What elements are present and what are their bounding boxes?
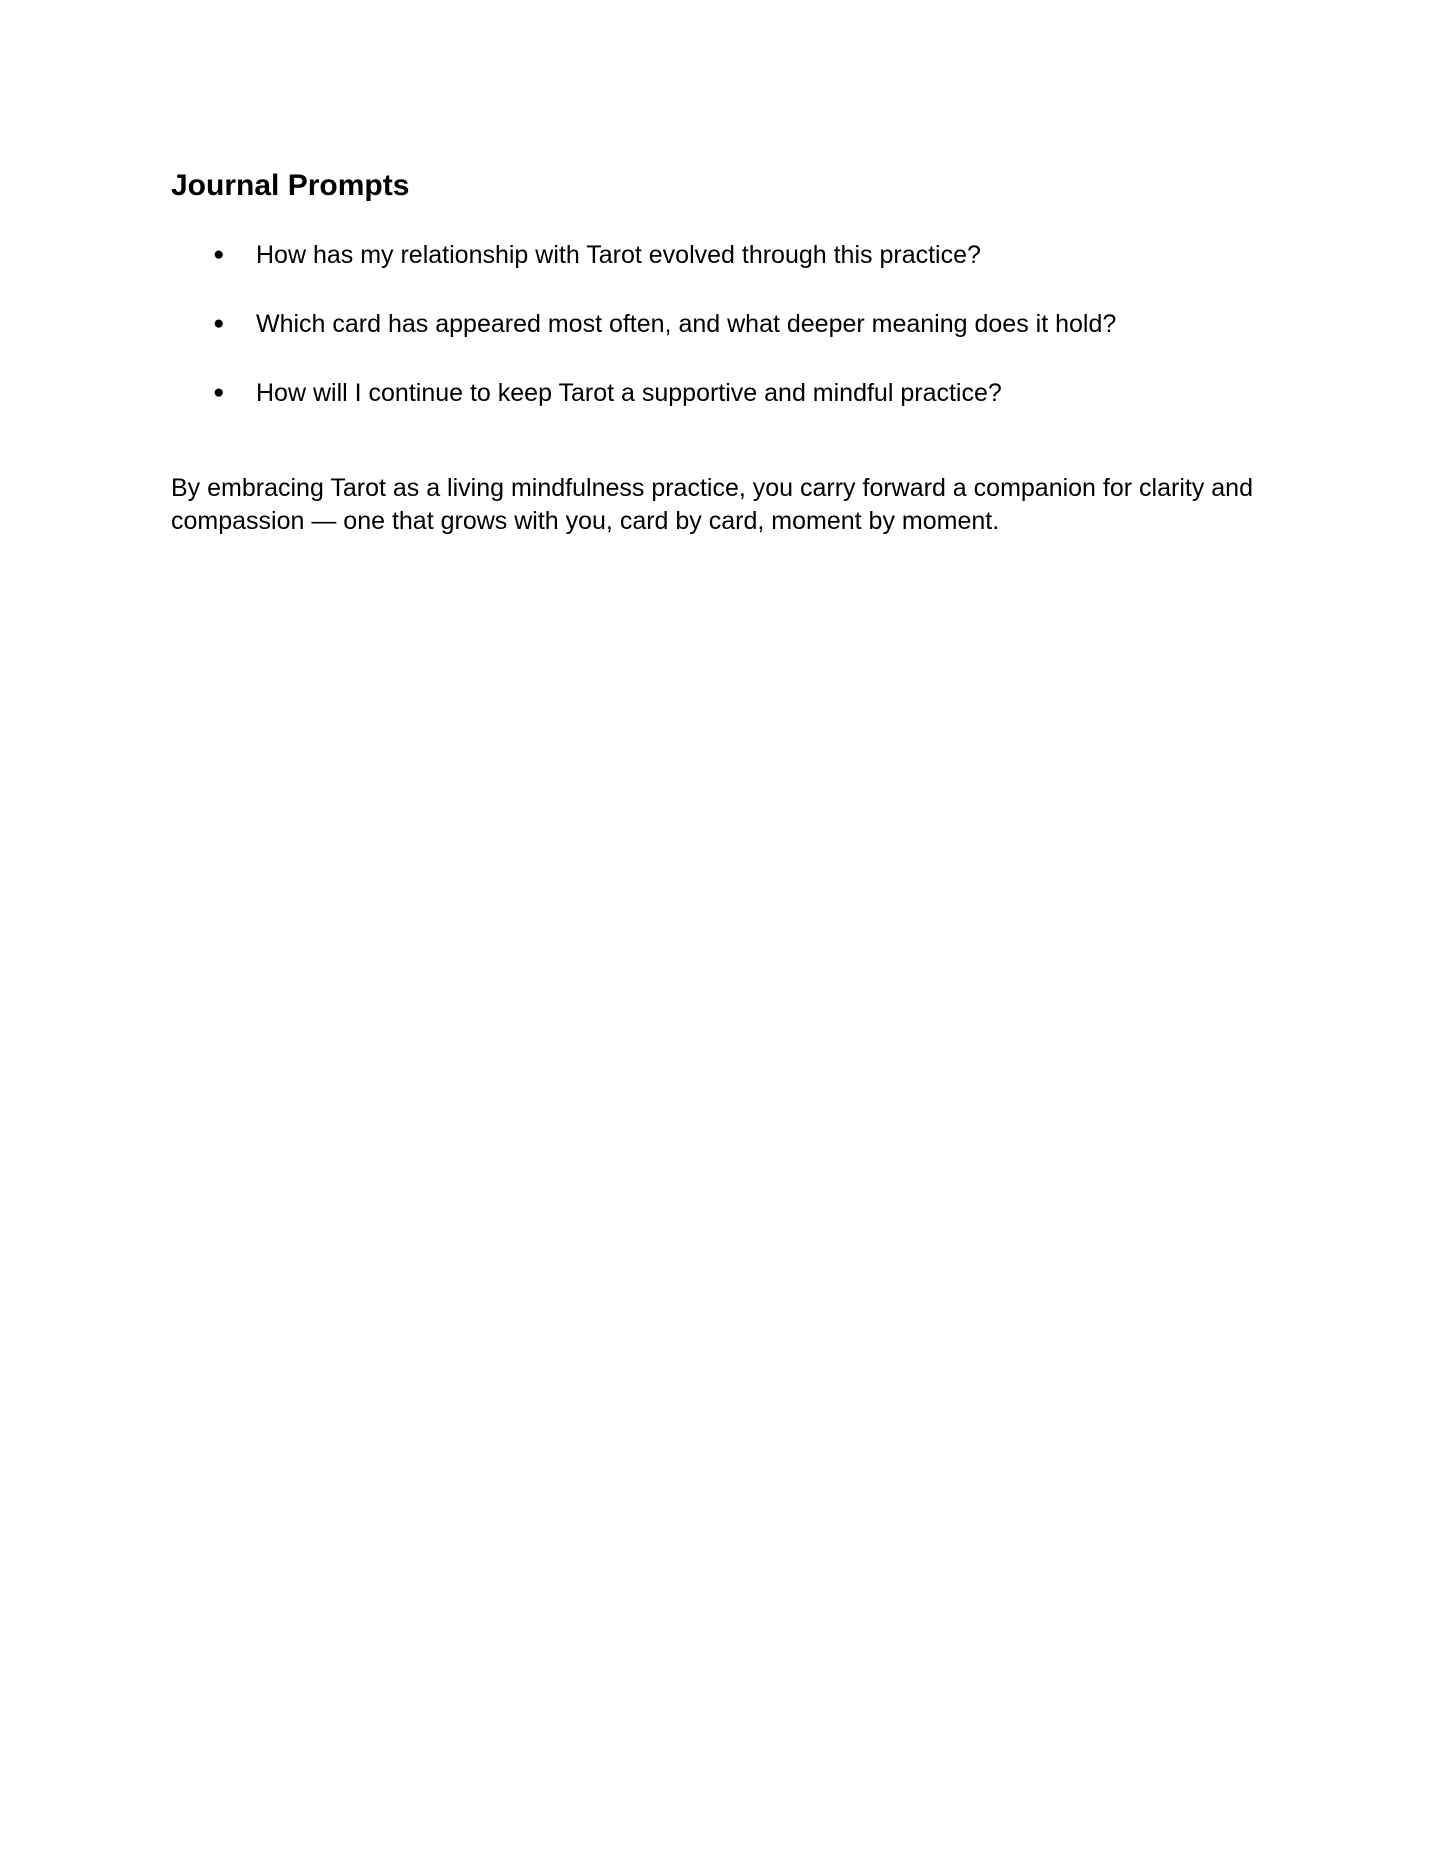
prompt-text: How has my relationship with Tarot evolved through this practice? bbox=[256, 241, 981, 269]
list-item bbox=[0, 238, 1300, 272]
closing-paragraph: By embracing Tarot as a living mindfulness practice, you carry forward a companion for clarity and compassion — one that grows with you, card by card, moment by moment. bbox=[171, 474, 1253, 535]
bullet-icon: ● bbox=[213, 313, 225, 334]
bullet-icon: ● bbox=[213, 244, 225, 265]
prompt-text: Which card has appeared most often, and what deeper meaning does it hold? bbox=[256, 310, 1117, 338]
prompt-text: How will I continue to keep Tarot a supportive and mindful practice? bbox=[256, 379, 1002, 407]
list-item bbox=[0, 376, 1300, 410]
bullet-icon: ● bbox=[213, 382, 225, 403]
section-heading: Journal Prompts bbox=[171, 169, 410, 202]
list-item bbox=[0, 307, 1300, 341]
